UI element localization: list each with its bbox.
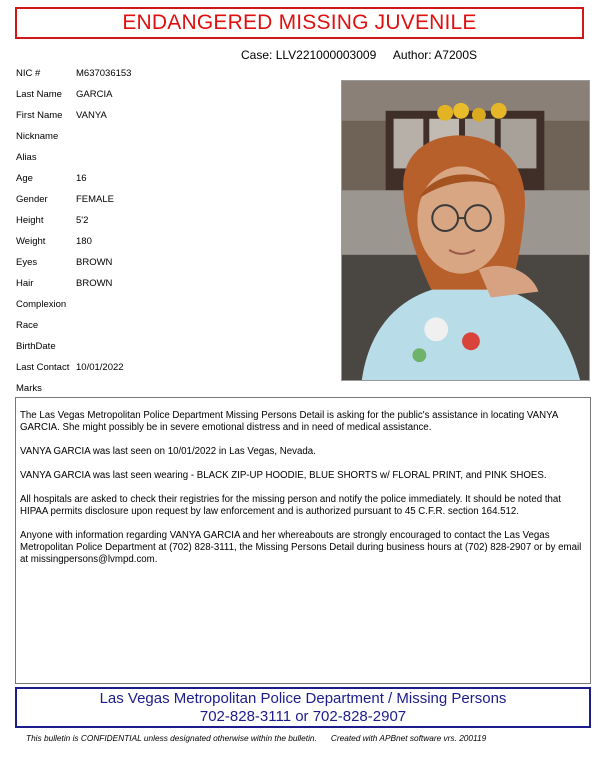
- field-alias: [16, 147, 336, 168]
- field-value: 180: [76, 236, 92, 247]
- field-label: First Name: [16, 110, 63, 121]
- narrative-paragraph: The Las Vegas Metropolitan Police Department Missing Persons Detail is asking for the public's assistance in locating VANYA GARCIA. She might possibly be in severe emotional distress and in need of medical assistance.: [20, 410, 558, 433]
- field-first-name: [16, 105, 336, 126]
- field-nickname: [16, 126, 336, 147]
- field-value: 16: [76, 173, 87, 184]
- disclaimer-line: [26, 733, 486, 743]
- field-label: Gender: [16, 194, 48, 205]
- field-complexion: [16, 294, 336, 315]
- agency-contact-box: [15, 687, 591, 728]
- field-last-name: [16, 84, 336, 105]
- field-value: FEMALE: [76, 194, 115, 205]
- field-label: Marks: [16, 383, 42, 394]
- field-hair: [16, 273, 336, 294]
- field-value: GARCIA: [76, 89, 113, 100]
- field-label: Hair: [16, 278, 34, 289]
- field-age: [16, 168, 336, 189]
- field-label: Alias: [16, 152, 37, 163]
- case-number: LLV221000003009: [275, 48, 377, 62]
- author-label: Author:: [392, 48, 432, 62]
- bulletin-title: ENDANGERED MISSING JUVENILE: [122, 11, 477, 34]
- photo-illustration: [342, 81, 589, 380]
- field-value: VANYA: [76, 110, 107, 121]
- contact-phones: 702-828-3111 or 702-828-2907: [199, 708, 407, 725]
- field-value: M637036153: [76, 68, 132, 79]
- field-height: [16, 210, 336, 231]
- agency-name: Las Vegas Metropolitan Police Department / Missing Persons: [99, 690, 507, 707]
- field-label: Nickname: [16, 131, 59, 142]
- narrative-paragraph: VANYA GARCIA was last seen wearing - BLACK ZIP-UP HOODIE, BLUE SHORTS w/ FLORAL PRINT, and PINK SHOES.: [20, 470, 547, 481]
- field-last-contact: [16, 357, 336, 378]
- field-label: Last Name: [16, 89, 62, 100]
- field-label: NIC #: [16, 68, 41, 79]
- field-label: Age: [16, 173, 33, 184]
- field-marks: [16, 378, 336, 399]
- field-race: [16, 315, 336, 336]
- author-id: A7200S: [434, 48, 477, 62]
- field-label: Eyes: [16, 257, 38, 268]
- field-value: 10/01/2022: [76, 362, 124, 373]
- person-details: [16, 63, 336, 399]
- field-label: Weight: [16, 236, 46, 247]
- narrative-box: [15, 397, 591, 684]
- confidential-notice: This bulletin is CONFIDENTIAL unless designated otherwise within the bulletin.: [26, 733, 317, 743]
- field-nic: [16, 63, 336, 84]
- field-value: 5'2: [76, 215, 89, 226]
- field-label: Height: [16, 215, 44, 226]
- field-gender: [16, 189, 336, 210]
- narrative-paragraph: VANYA GARCIA was last seen on 10/01/2022 in Las Vegas, Nevada.: [20, 446, 316, 457]
- narrative-paragraph: All hospitals are asked to check their registries for the missing person and notify the police immediately. It should be noted that HIPAA permits disclosure upon request by law enforcement and is authorized pursuant to 45 C.F.R. section 164.512.: [20, 494, 561, 517]
- field-label: BirthDate: [16, 341, 56, 352]
- missing-person-photo: [341, 80, 590, 381]
- field-value: BROWN: [76, 257, 113, 268]
- case-line: [241, 48, 477, 62]
- field-label: Last Contact: [16, 362, 70, 373]
- field-weight: [16, 231, 336, 252]
- field-label: Race: [16, 320, 39, 331]
- field-value: BROWN: [76, 278, 113, 289]
- case-label: Case:: [241, 48, 273, 62]
- bulletin-title-box: [15, 7, 584, 39]
- software-credit: Created with APBnet software vrs. 200119: [330, 733, 487, 743]
- narrative-paragraph: Anyone with information regarding VANYA GARCIA and her whereabouts are strongly encouraged to contact the Las Vegas Metropolitan Police Department at (702) 828-3111, the Missing Persons Detail during business hours at (702) 828-2907 or by email at missingpersons@lvmpd.com.: [20, 530, 582, 565]
- field-eyes: [16, 252, 336, 273]
- field-label: Complexion: [16, 299, 67, 310]
- field-birthdate: [16, 336, 336, 357]
